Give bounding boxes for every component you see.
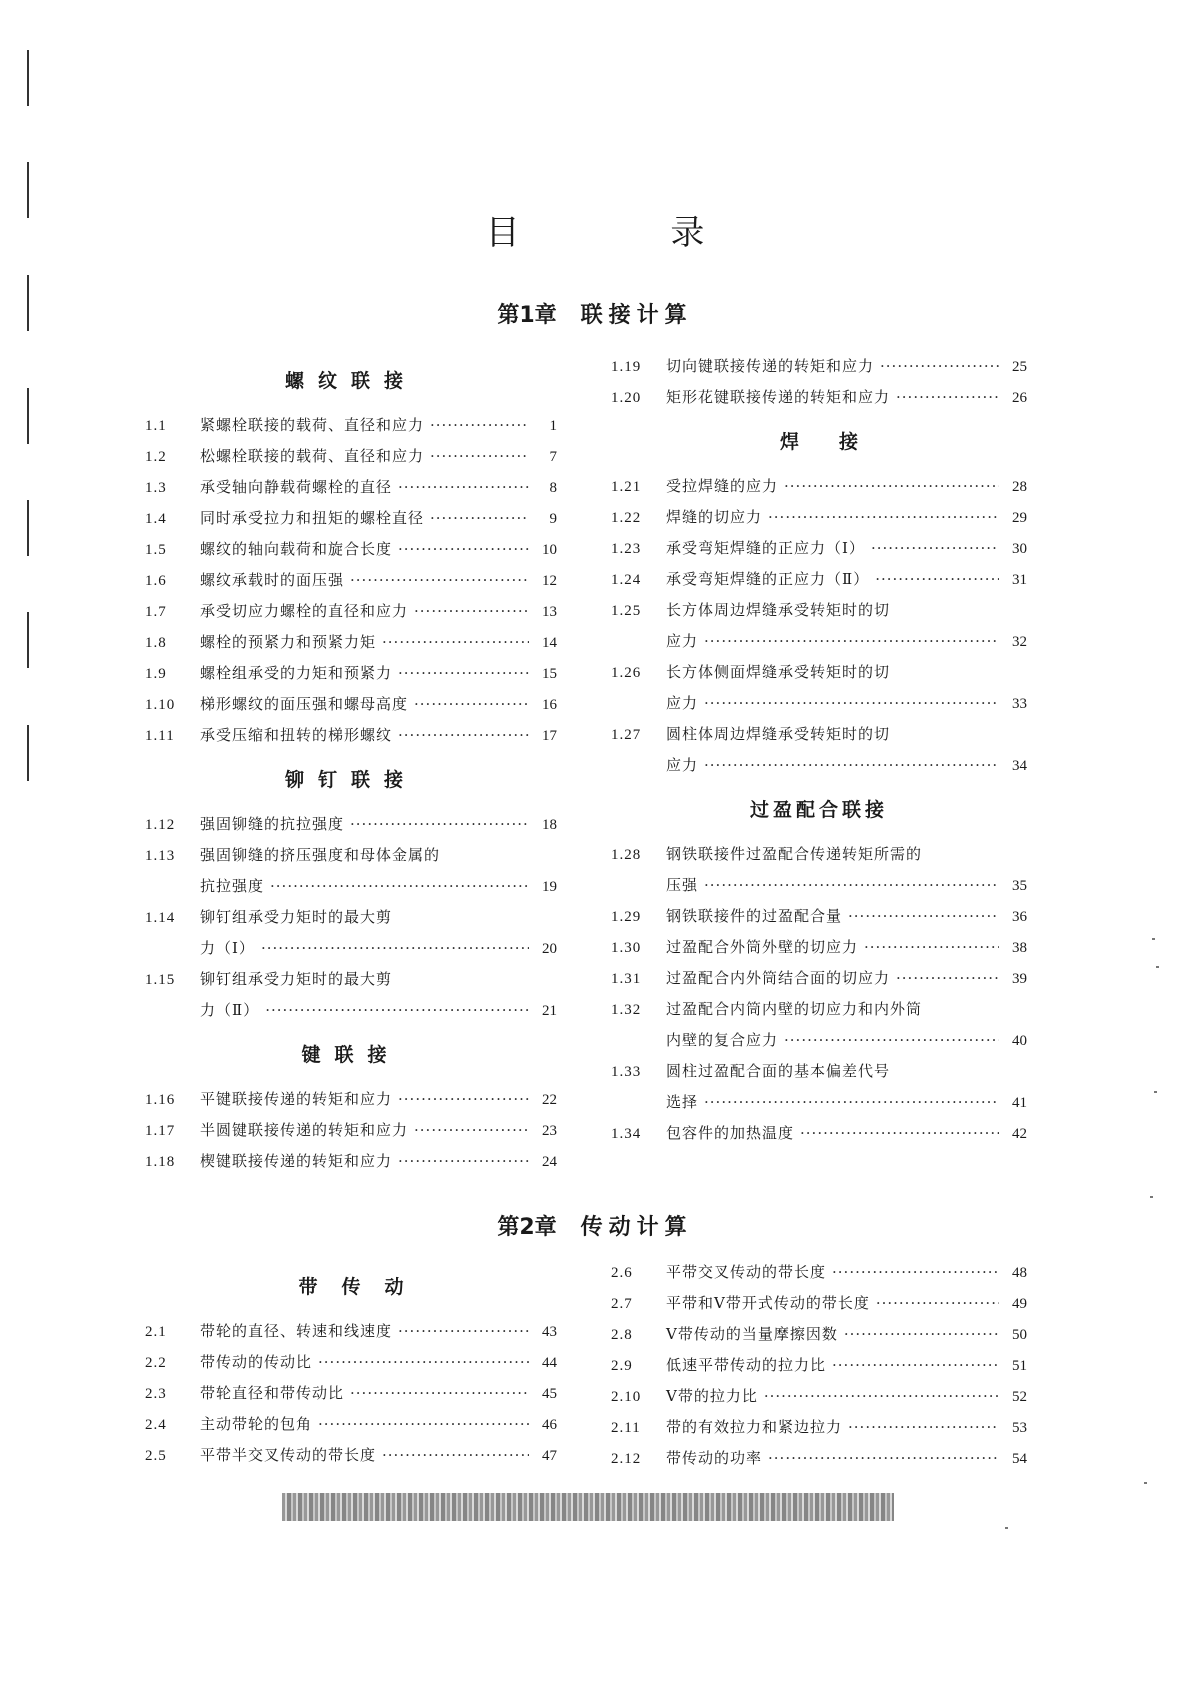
- entry-page: 23: [542, 1123, 557, 1139]
- toc-entry[interactable]: [145, 1084, 557, 1115]
- entry-number: 2.1: [145, 1324, 167, 1340]
- entry-page: 1: [549, 418, 557, 434]
- toc-entry[interactable]: [611, 471, 1027, 502]
- entry-page: 41: [1012, 1095, 1027, 1111]
- scan-edge-mark: [27, 500, 29, 556]
- entry-number: 2.9: [611, 1358, 633, 1374]
- leader-dots: [398, 534, 529, 565]
- entry-number: 2.7: [611, 1296, 633, 1312]
- leader-dots: [800, 1118, 999, 1149]
- leader-dots: [832, 1350, 999, 1381]
- entry-page: 10: [542, 542, 557, 558]
- toc-entry[interactable]: [145, 410, 557, 441]
- leader-dots: [382, 627, 529, 658]
- section-heading: 键联接: [301, 1044, 401, 1066]
- leader-dots: [704, 750, 999, 781]
- toc-entry[interactable]: [145, 503, 557, 534]
- section-heading: 带传动: [298, 1276, 428, 1298]
- toc-entry[interactable]: [145, 902, 557, 964]
- entry-number: 1.31: [611, 971, 642, 987]
- chapter-label: 第1章: [497, 303, 557, 328]
- entry-title: 包容件的加热温度: [666, 1124, 795, 1142]
- leader-dots: [880, 351, 999, 382]
- toc-entry[interactable]: [145, 809, 557, 840]
- entry-title: 强固铆缝的挤压强度和母体金属的: [200, 846, 441, 864]
- toc-entry[interactable]: [145, 1146, 557, 1177]
- toc-entry[interactable]: [145, 1115, 557, 1146]
- entry-number: 2.11: [611, 1420, 641, 1436]
- leader-dots: [832, 1257, 999, 1288]
- entry-title-continued: 内壁的复合应力: [666, 1031, 779, 1049]
- toc-entry[interactable]: [611, 963, 1027, 994]
- entry-number: 1.19: [611, 359, 642, 375]
- leader-dots: [764, 1381, 999, 1412]
- leader-dots: [350, 809, 529, 840]
- toc-entry[interactable]: [611, 1257, 1027, 1288]
- entry-page: 32: [1012, 634, 1027, 650]
- entry-title: 铆钉组承受力矩时的最大剪: [200, 908, 393, 926]
- toc-entry[interactable]: [611, 1118, 1027, 1149]
- entry-number: 1.15: [145, 972, 176, 988]
- entry-title: 同时承受拉力和扭矩的螺栓直径: [200, 509, 425, 527]
- entry-title: 平键联接传递的转矩和应力: [200, 1090, 393, 1108]
- entry-title: 松螺栓联接的载荷、直径和应力: [200, 447, 425, 465]
- entry-number: 1.14: [145, 910, 176, 926]
- entry-title: 带传动的传动比: [200, 1353, 313, 1371]
- scan-edge-mark: [27, 725, 29, 781]
- toc-entry[interactable]: [145, 964, 557, 1026]
- entry-number: 1.9: [145, 666, 167, 682]
- entry-number: 1.17: [145, 1123, 176, 1139]
- entry-page: 7: [549, 449, 557, 465]
- entry-page: 21: [542, 1003, 557, 1019]
- entry-title: 平带交叉传动的带长度: [666, 1263, 827, 1281]
- toc-entry[interactable]: [611, 1381, 1027, 1412]
- entry-title-continued: 压强: [666, 876, 699, 894]
- entry-page: 54: [1012, 1451, 1027, 1467]
- leader-dots: [414, 689, 529, 720]
- entry-title: V带的拉力比: [666, 1387, 758, 1405]
- entry-title: 强固铆缝的抗拉强度: [200, 815, 345, 833]
- entry-number: 2.8: [611, 1327, 633, 1343]
- leader-dots: [270, 871, 529, 902]
- entry-page: 31: [1012, 572, 1027, 588]
- entry-title: 螺栓的预紧力和预紧力矩: [200, 633, 377, 651]
- entry-number: 1.3: [145, 480, 167, 496]
- entry-title: V带传动的当量摩擦因数: [666, 1325, 838, 1343]
- entry-number: 1.4: [145, 511, 167, 527]
- chapter-1-heading: [0, 298, 1190, 329]
- leader-dots: [784, 1025, 999, 1056]
- entry-number: 2.2: [145, 1355, 167, 1371]
- entry-page: 13: [542, 604, 557, 620]
- leader-dots: [704, 1087, 999, 1118]
- entry-number: 1.33: [611, 1064, 642, 1080]
- toc-entry[interactable]: [611, 1288, 1027, 1319]
- leader-dots: [704, 626, 999, 657]
- leader-dots: [430, 410, 529, 441]
- entry-number: 2.3: [145, 1386, 167, 1402]
- toc-entry[interactable]: [145, 596, 557, 627]
- leader-dots: [398, 720, 529, 751]
- toc-entry[interactable]: [145, 1316, 557, 1347]
- entry-page: 15: [542, 666, 557, 682]
- entry-title: 承受弯矩焊缝的正应力（Ⅱ）: [666, 570, 870, 588]
- entry-page: 20: [542, 941, 557, 957]
- entry-title: 承受切应力螺栓的直径和应力: [200, 602, 409, 620]
- chapter-1-left-column: [145, 352, 557, 1177]
- leader-dots: [896, 963, 999, 994]
- entry-title-continued: 应力: [666, 694, 699, 712]
- chapter-name: 传动计算: [580, 1215, 693, 1240]
- entry-title: 主动带轮的包角: [200, 1415, 313, 1433]
- entry-page: 12: [542, 573, 557, 589]
- entry-number: 1.13: [145, 848, 176, 864]
- entry-title: 带的有效拉力和紧边拉力: [666, 1418, 843, 1436]
- entry-title-continued: 应力: [666, 756, 699, 774]
- entry-page: 42: [1012, 1126, 1027, 1142]
- entry-number: 1.11: [145, 728, 175, 744]
- entry-page: 22: [542, 1092, 557, 1108]
- entry-number: 1.7: [145, 604, 167, 620]
- entry-page: 46: [542, 1417, 557, 1433]
- entry-title: 平带半交叉传动的带长度: [200, 1446, 377, 1464]
- entry-title: 半圆键联接传递的转矩和应力: [200, 1121, 409, 1139]
- entry-title: 过盈配合内筒内壁的切应力和内外筒: [666, 1000, 923, 1018]
- scan-speck: [1005, 1527, 1008, 1529]
- toc-entry[interactable]: [611, 1056, 1027, 1118]
- toc-entry[interactable]: [611, 351, 1027, 382]
- entry-page: 48: [1012, 1265, 1027, 1281]
- entry-number: 2.4: [145, 1417, 167, 1433]
- entry-page: 40: [1012, 1033, 1027, 1049]
- chapter-2-right-column: [611, 1257, 1027, 1474]
- entry-number: 1.26: [611, 665, 642, 681]
- entry-title-continued: 力（Ⅰ）: [200, 939, 255, 957]
- entry-number: 1.28: [611, 847, 642, 863]
- entry-title: 螺栓组承受的力矩和预紧力: [200, 664, 393, 682]
- entry-number: 1.8: [145, 635, 167, 651]
- entry-title: 过盈配合内外筒结合面的切应力: [666, 969, 891, 987]
- entry-title: 承受弯矩焊缝的正应力（Ⅰ）: [666, 539, 865, 557]
- entry-page: 44: [542, 1355, 557, 1371]
- scan-speck: [1154, 1091, 1157, 1093]
- leader-dots: [398, 472, 529, 503]
- entry-page: 53: [1012, 1420, 1027, 1436]
- entry-title-continued: 应力: [666, 632, 699, 650]
- toc-entry[interactable]: [145, 565, 557, 596]
- entry-page: 51: [1012, 1358, 1027, 1374]
- entry-title: 长方体侧面焊缝承受转矩时的切: [666, 663, 891, 681]
- entry-page: 49: [1012, 1296, 1027, 1312]
- entry-number: 2.10: [611, 1389, 642, 1405]
- scan-edge-mark: [27, 388, 29, 444]
- scan-speck: [1156, 966, 1159, 968]
- toc-entry[interactable]: [145, 1440, 557, 1471]
- leader-dots: [876, 1288, 999, 1319]
- toc-entry[interactable]: [611, 595, 1027, 657]
- leader-dots: [704, 870, 999, 901]
- entry-number: 1.18: [145, 1154, 176, 1170]
- entry-number: 1.16: [145, 1092, 176, 1108]
- entry-title: 带轮的直径、转速和线速度: [200, 1322, 393, 1340]
- leader-dots: [784, 471, 999, 502]
- toc-entry[interactable]: [145, 1347, 557, 1378]
- leader-dots: [398, 1146, 529, 1177]
- entry-page: 52: [1012, 1389, 1027, 1405]
- leader-dots: [430, 503, 529, 534]
- entry-title-continued: 力（Ⅱ）: [200, 1001, 260, 1019]
- entry-number: 2.5: [145, 1448, 167, 1464]
- entry-number: 1.32: [611, 1002, 642, 1018]
- entry-number: 1.30: [611, 940, 642, 956]
- leader-dots: [768, 502, 999, 533]
- entry-page: 8: [549, 480, 557, 496]
- toc-entry[interactable]: [611, 1443, 1027, 1474]
- entry-number: 1.1: [145, 418, 167, 434]
- scan-speck: [1152, 938, 1155, 940]
- entry-number: 1.6: [145, 573, 167, 589]
- scan-edge-mark: [27, 612, 29, 668]
- toc-entry[interactable]: [611, 382, 1027, 413]
- entry-page: 29: [1012, 510, 1027, 526]
- entry-title: 切向键联接传递的转矩和应力: [666, 357, 875, 375]
- entry-number: 1.2: [145, 449, 167, 465]
- chapter-name: 联接计算: [580, 303, 693, 328]
- entry-title: 低速平带传动的拉力比: [666, 1356, 827, 1374]
- leader-dots: [265, 995, 529, 1026]
- toc-entry[interactable]: [611, 901, 1027, 932]
- entry-title: 铆钉组承受力矩时的最大剪: [200, 970, 393, 988]
- entry-number: 1.12: [145, 817, 176, 833]
- leader-dots: [318, 1409, 529, 1440]
- toc-entry[interactable]: [145, 534, 557, 565]
- leader-dots: [350, 1378, 529, 1409]
- leader-dots: [398, 1316, 529, 1347]
- scan-speck: [1144, 1482, 1147, 1484]
- leader-dots: [871, 533, 999, 564]
- entry-title: 带传动的功率: [666, 1449, 763, 1467]
- toc-entry[interactable]: [145, 627, 557, 658]
- page-title: 目 录: [485, 213, 775, 253]
- entry-number: 1.34: [611, 1126, 642, 1142]
- section-heading: 焊接: [779, 431, 898, 453]
- entry-number: 1.27: [611, 727, 642, 743]
- toc-entry[interactable]: [145, 689, 557, 720]
- toc-entry[interactable]: [145, 840, 557, 902]
- entry-page: 43: [542, 1324, 557, 1340]
- entry-title: 矩形花键联接传递的转矩和应力: [666, 388, 891, 406]
- section-heading: 过盈配合联接: [749, 799, 888, 821]
- entry-title-continued: 选择: [666, 1093, 699, 1111]
- entry-title: 焊缝的切应力: [666, 508, 763, 526]
- entry-title: 过盈配合外筒外壁的切应力: [666, 938, 859, 956]
- entry-title: 梯形螺纹的面压强和螺母高度: [200, 695, 409, 713]
- leader-dots: [398, 1084, 529, 1115]
- toc-entry[interactable]: [145, 441, 557, 472]
- section-heading: 铆钉联接: [284, 769, 417, 791]
- leader-dots: [848, 901, 999, 932]
- leader-dots: [350, 565, 529, 596]
- entry-page: 9: [549, 511, 557, 527]
- entry-page: 34: [1012, 758, 1027, 774]
- entry-title: 楔键联接传递的转矩和应力: [200, 1152, 393, 1170]
- leader-dots: [768, 1443, 999, 1474]
- chapter-2-left-column: [145, 1258, 557, 1471]
- toc-entry[interactable]: [145, 472, 557, 503]
- entry-page: 26: [1012, 390, 1027, 406]
- entry-title: 承受压缩和扭转的梯形螺纹: [200, 726, 393, 744]
- scan-edge-mark: [27, 50, 29, 106]
- entry-title: 螺纹的轴向载荷和旋合长度: [200, 540, 393, 558]
- toc-entry[interactable]: [611, 564, 1027, 595]
- chapter-label: 第2章: [497, 1215, 557, 1240]
- leader-dots: [848, 1412, 999, 1443]
- leader-dots: [704, 688, 999, 719]
- entry-title: 受拉焊缝的应力: [666, 477, 779, 495]
- toc-entry[interactable]: [145, 1378, 557, 1409]
- entry-number: 1.23: [611, 541, 642, 557]
- leader-dots: [844, 1319, 999, 1350]
- entry-page: 47: [542, 1448, 557, 1464]
- toc-entry[interactable]: [611, 1350, 1027, 1381]
- entry-number: 2.12: [611, 1451, 642, 1467]
- leader-dots: [414, 596, 529, 627]
- entry-page: 38: [1012, 940, 1027, 956]
- leader-dots: [318, 1347, 529, 1378]
- leader-dots: [864, 932, 999, 963]
- entry-number: 1.10: [145, 697, 176, 713]
- entry-title: 圆柱体周边焊缝承受转矩时的切: [666, 725, 891, 743]
- entry-page: 36: [1012, 909, 1027, 925]
- entry-number: 1.5: [145, 542, 167, 558]
- section-heading: 螺纹联接: [284, 370, 417, 392]
- toc-entry[interactable]: [611, 932, 1027, 963]
- entry-number: 1.22: [611, 510, 642, 526]
- entry-title: 钢铁联接件的过盈配合量: [666, 907, 843, 925]
- entry-page: 28: [1012, 479, 1027, 495]
- leader-dots: [896, 382, 999, 413]
- entry-title: 钢铁联接件过盈配合传递转矩所需的: [666, 845, 923, 863]
- entry-page: 45: [542, 1386, 557, 1402]
- entry-title: 带轮直径和带传动比: [200, 1384, 345, 1402]
- entry-page: 50: [1012, 1327, 1027, 1343]
- entry-title: 承受轴向静载荷螺栓的直径: [200, 478, 393, 496]
- scan-smudge: [282, 1493, 894, 1521]
- entry-title-continued: 抗拉强度: [200, 877, 265, 895]
- entry-page: 39: [1012, 971, 1027, 987]
- entry-number: 1.21: [611, 479, 642, 495]
- entry-page: 25: [1012, 359, 1027, 375]
- entry-page: 35: [1012, 878, 1027, 894]
- entry-title: 长方体周边焊缝承受转矩时的切: [666, 601, 891, 619]
- chapter-2-heading: [0, 1210, 1190, 1241]
- leader-dots: [875, 564, 999, 595]
- entry-page: 19: [542, 879, 557, 895]
- entry-page: 33: [1012, 696, 1027, 712]
- entry-number: 1.25: [611, 603, 642, 619]
- toc-entry[interactable]: [611, 502, 1027, 533]
- entry-number: 1.29: [611, 909, 642, 925]
- entry-page: 30: [1012, 541, 1027, 557]
- entry-number: 1.24: [611, 572, 642, 588]
- entry-title: 紧螺栓联接的载荷、直径和应力: [200, 416, 425, 434]
- entry-number: 1.20: [611, 390, 642, 406]
- leader-dots: [414, 1115, 529, 1146]
- leader-dots: [382, 1440, 529, 1471]
- toc-entry[interactable]: [145, 658, 557, 689]
- entry-title: 平带和V带开式传动的带长度: [666, 1294, 870, 1312]
- leader-dots: [261, 933, 529, 964]
- toc-entry[interactable]: [611, 533, 1027, 564]
- toc-entry[interactable]: [611, 839, 1027, 901]
- entry-page: 24: [542, 1154, 557, 1170]
- toc-entry[interactable]: [611, 1319, 1027, 1350]
- toc-entry[interactable]: [611, 657, 1027, 719]
- entry-title: 圆柱过盈配合面的基本偏差代号: [666, 1062, 891, 1080]
- scan-speck: [1150, 1196, 1153, 1198]
- toc-entry[interactable]: [145, 720, 557, 751]
- chapter-1-right-column: [611, 351, 1027, 1149]
- entry-page: 16: [542, 697, 557, 713]
- leader-dots: [430, 441, 529, 472]
- entry-page: 14: [542, 635, 557, 651]
- toc-entry[interactable]: [611, 994, 1027, 1056]
- toc-entry[interactable]: [611, 1412, 1027, 1443]
- toc-entry[interactable]: [611, 719, 1027, 781]
- toc-entry[interactable]: [145, 1409, 557, 1440]
- leader-dots: [398, 658, 529, 689]
- entry-title: 螺纹承载时的面压强: [200, 571, 345, 589]
- entry-number: 2.6: [611, 1265, 633, 1281]
- entry-page: 17: [542, 728, 557, 744]
- entry-page: 18: [542, 817, 557, 833]
